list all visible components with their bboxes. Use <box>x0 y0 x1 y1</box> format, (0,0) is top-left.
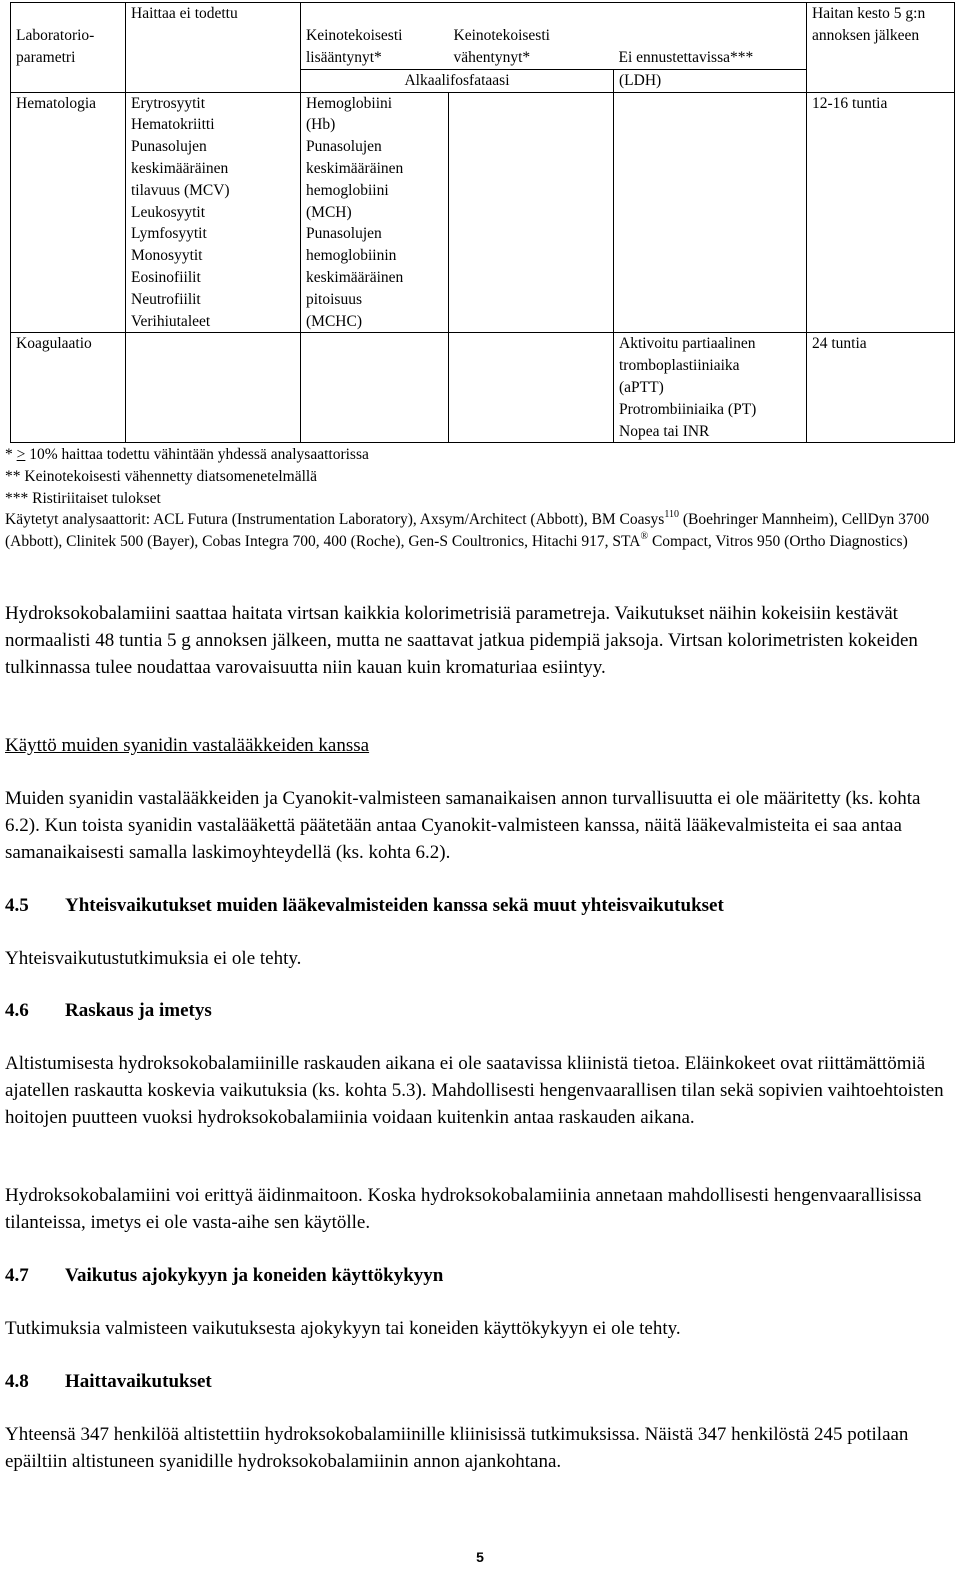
header-lab-parameter: Laboratorio-parametri <box>11 3 126 70</box>
row-group-hematology: Hematologia <box>11 92 126 333</box>
lab-interference-table <box>10 2 955 443</box>
footnote-3: *** Ristiriitaiset tulokset <box>5 489 161 507</box>
table-footnotes <box>5 444 950 553</box>
header-decreased: Keinotekoisesti vähentynyt* <box>449 3 614 70</box>
row-group-coagulation: Koagulaatio <box>11 333 126 443</box>
table-row <box>11 333 955 443</box>
header-no-effect: Haittaa ei todettu <box>126 3 301 70</box>
hematology-increased-cell: Hemoglobiini (Hb) Punasolujen keskimääräinen hemoglobiini (MCH) Punasolujen hemoglobiinin keskimääräinen pitoisuus (MCHC) <box>301 92 449 333</box>
table-header-row <box>11 3 955 70</box>
footnote-1: * > 10% haittaa todettu vähintään yhdessä analysaattorissa <box>5 446 369 463</box>
section-4-5-heading: 4.5 Yhteisvaikutukset muiden lääkevalmisteiden kanssa sekä muut yhteisvaikutukset <box>5 895 724 916</box>
section-4-6-paragraph-1: Altistumisesta hydroksokobalamiinille raskauden aikana ei ole saatavissa kliinistä tietoa. Eläinkokeet ovat riittämättömiä ajatellen raskautta koskevia vaikutuksia (ks. kohta 5.3). Mahdollisesti hengenvaarallisen tilan sekä sopivien vaihtoehtoisten hoitojen puutteen vuoksi hydroksokobalamiinia voidaan kuitenkin antaa raskauden aikana. <box>5 1053 944 1128</box>
header-increased: Keinotekoisesti lisääntynyt* <box>301 3 449 70</box>
page-number: 5 <box>476 1549 484 1565</box>
subheader-alkaline-phosphatase: Alkaalifosfataasi <box>301 69 614 92</box>
coagulation-unpredictable-cell: Aktivoitu partiaalinen tromboplastiiniaika (aPTT) Protrombiiniaika (PT) Nopea tai INR <box>614 333 807 443</box>
section-4-6-heading: 4.6 Raskaus ja imetys <box>5 1000 212 1021</box>
hematology-unpredictable-cell <box>614 92 807 333</box>
section-4-8-paragraph-1: Yhteensä 347 henkilöä altistettiin hydroksokobalamiinille kliinisissä tutkimuksissa. Näistä 347 henkilöstä 245 potilaan epäiltiin altistuneen syanidille hydroksokobalamiinin annon ajankohtana. <box>5 1424 909 1472</box>
coagulation-duration: 24 tuntia <box>807 333 955 443</box>
analyzers-note: Käytetyt analysaattorit: ACL Futura (Instrumentation Laboratory), Axsym/Architect (Abbott), BM Coasys$^{110}$ (Boehringer Mannheim), CellDyn 3700 (Abbott), Clinitek 500 (Bayer), Cobas Integra 700, 400 (Roche), Gen-S Coultronics, Hitachi 917, STA® Compact, Vitros 950 (Ortho Diagnostics) <box>5 509 930 551</box>
section-4-7-text: Tutkimuksia valmisteen vaikutuksesta ajokykyyn tai koneiden käyttökykyyn ei ole tehty. <box>5 1318 681 1339</box>
coagulation-no-effect-cell <box>126 333 301 443</box>
section-4-6-paragraph-2: Hydroksokobalamiini voi erittyä äidinmaitoon. Koska hydroksokobalamiinia annetaan mahdollisesti hengenvaarallisissa tilanteissa, imetys ei ole vasta-aihe sen käytölle. <box>5 1185 922 1233</box>
paragraph-other-antidotes: Muiden syanidin vastalääkkeiden ja Cyanokit-valmisteen samanaikaisen annon turvallisuutta ei ole määritetty (ks. kohta 6.2). Kun toista syanidin vastalääkettä päätetään antaa Cyanokit-valmisteen kanssa, näitä lääkevalmisteita ei saa antaa samanaikaisesti samalla laskimoyhteydellä (ks. kohta 6.2). <box>5 788 921 863</box>
hematology-no-effect-cell: Erytrosyytit Hematokriitti Punasolujen keskimääräinen tilavuus (MCV) Leukosyytit Lymfosyytit Monosyytit Eosinofiilit Neutrofiilit Verihiutaleet <box>126 92 301 333</box>
section-4-7-heading: 4.7 Vaikutus ajokykyyn ja koneiden käyttökykyyn <box>5 1265 444 1286</box>
hematology-decreased-cell <box>449 92 614 333</box>
table-subheader-row <box>11 69 955 92</box>
table-row <box>11 92 955 333</box>
subheading-other-antidotes: Käyttö muiden syanidin vastalääkkeiden kanssa <box>5 735 370 756</box>
footnote-2: ** Keinotekoisesti vähennetty diatsomenetelmällä <box>5 467 318 485</box>
header-duration: Haitan kesto 5 g:n annoksen jälkeen <box>807 3 955 70</box>
paragraph-colorimetric: Hydroksokobalamiini saattaa haitata virtsan kaikkia kolorimetrisiä parametreja. Vaikutukset näihin kokeisiin kestävät normaalisti 48 tuntia 5 g annoksen jälkeen, mutta ne saattavat jatkua pidempiä jaksoja. Virtsan kolorimetristen kokeiden tulkinnassa tulee noudattaa varovaisuutta niin kauan kuin kromaturiaa esiintyy. <box>5 603 918 678</box>
section-4-5-text: Yhteisvaikutustutkimuksia ei ole tehty. <box>5 948 302 969</box>
coagulation-decreased-cell <box>449 333 614 443</box>
header-unpredictable: Ei ennustettavissa*** <box>614 3 807 70</box>
subheader-ldh: (LDH) <box>614 69 807 92</box>
section-4-8-heading: 4.8 Haittavaikutukset <box>5 1371 212 1392</box>
hematology-duration: 12-16 tuntia <box>807 92 955 333</box>
coagulation-increased-cell <box>301 333 449 443</box>
